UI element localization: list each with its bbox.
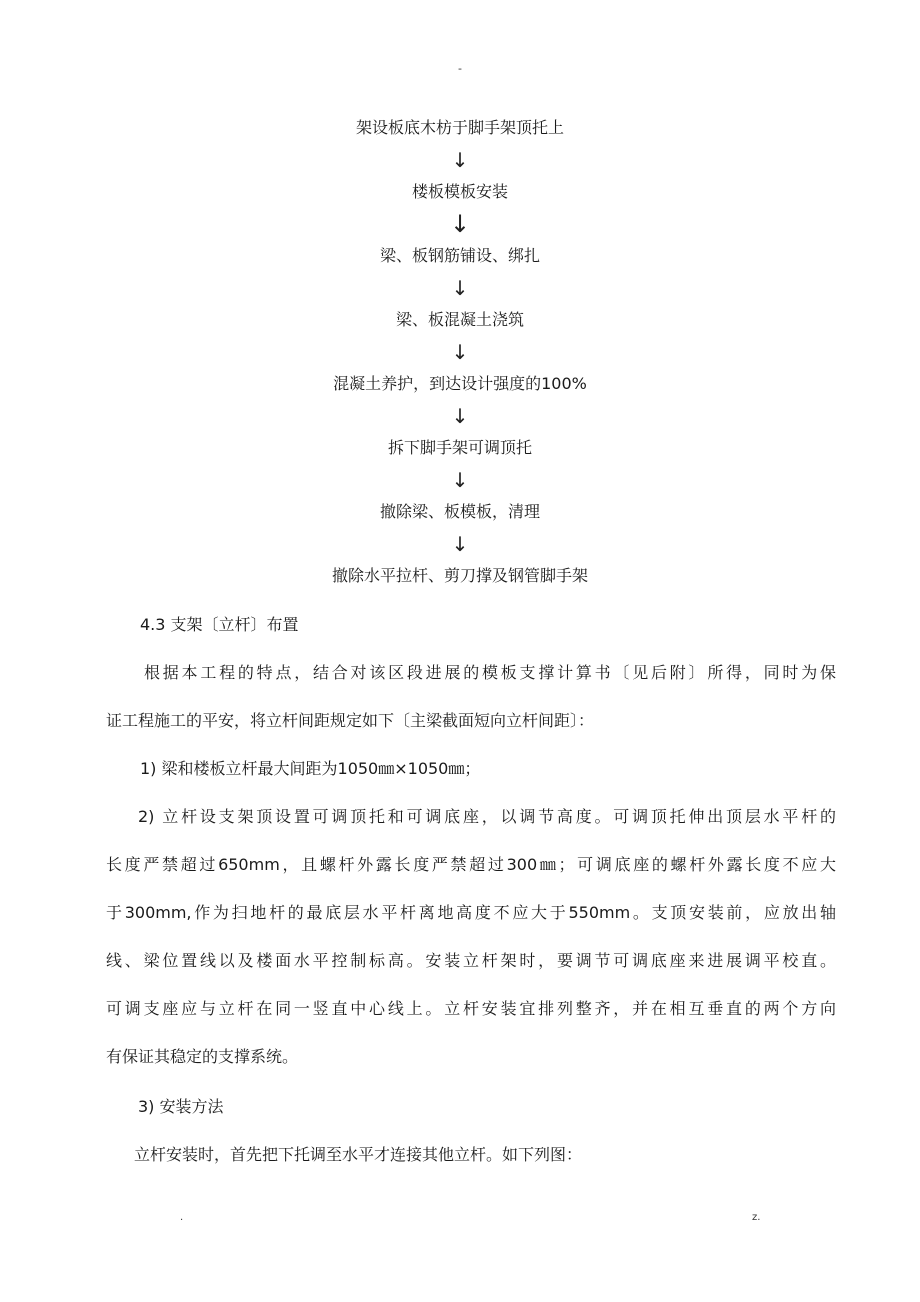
- list-item-2-line-5: 可调支座应与立杆在同一竖直中心线上。立杆安装宜排列整齐，并在相互垂直的两个方向: [106, 999, 836, 1018]
- flow-step-2: 楼板模板安装: [411, 182, 508, 201]
- list-item-3-text: 立杆安装时，首先把下托调至水平才连接其他立杆。如下列图：: [134, 1145, 583, 1164]
- footer-left-mark: .: [180, 1212, 184, 1223]
- flow-arrow-icon: ↓: [451, 468, 469, 492]
- list-item-2-line-1: 2) 立杆设支架顶设置可调顶托和可调底座，以调节高度。可调顶托伸出顶层水平杆的: [138, 807, 836, 826]
- list-item-2-line-6: 有保证其稳定的支撑系统。: [106, 1047, 299, 1066]
- flow-step-6: 拆下脚手架可调顶托: [387, 438, 532, 457]
- page-header-mark: -: [458, 62, 462, 75]
- flow-step-7: 撤除梁、板模板，清理: [379, 502, 540, 521]
- flow-step-1: 架设板底木枋于脚手架顶托上: [355, 118, 564, 137]
- intro-line-2: 证工程施工的平安，将立杆间距规定如下〔主梁截面短向立杆间距〕：: [106, 711, 595, 730]
- footer-right-mark: z.: [752, 1212, 761, 1223]
- flow-arrow-icon: ↓: [451, 340, 469, 364]
- flow-step-4: 梁、板混凝土浇筑: [395, 310, 524, 329]
- list-item-2-line-3: 于300mm,作为扫地杆的最底层水平杆离地高度不应大于550mm。支顶安装前，应放出轴: [106, 903, 836, 922]
- list-item-3: 3) 安装方法: [138, 1097, 224, 1116]
- flow-arrow-icon: ↓: [451, 276, 469, 300]
- list-item-2-line-4: 线、梁位置线以及楼面水平控制标高。安装立杆架时，要调节可调底座来进展调平校直。: [106, 951, 836, 970]
- flow-arrow-icon: ↓: [451, 532, 469, 556]
- section-heading: 4.3 支架〔立杆〕布置: [140, 615, 299, 634]
- flow-step-3: 梁、板钢筋铺设、绑扎: [379, 246, 540, 265]
- flow-arrow-icon: ↓: [451, 404, 469, 428]
- flow-step-5: 混凝土养护，到达设计强度的100%: [333, 374, 587, 393]
- intro-line-1: 根据本工程的特点，结合对该区段进展的模板支撑计算书〔见后附〕所得，同时为保: [144, 663, 836, 682]
- flow-arrow-icon: ↓: [451, 148, 469, 172]
- flow-arrow-icon: ↓: [449, 210, 471, 238]
- list-item-2-line-2: 长度严禁超过650mm，且螺杆外露长度严禁超过300㎜；可调底座的螺杆外露长度不应大: [106, 855, 836, 874]
- flow-step-8: 撤除水平拉杆、剪刀撑及钢管脚手架: [331, 566, 588, 585]
- list-item-1: 1) 梁和楼板立杆最大间距为1050㎜×1050㎜；: [140, 759, 481, 778]
- construction-flowchart: [0, 112, 920, 592]
